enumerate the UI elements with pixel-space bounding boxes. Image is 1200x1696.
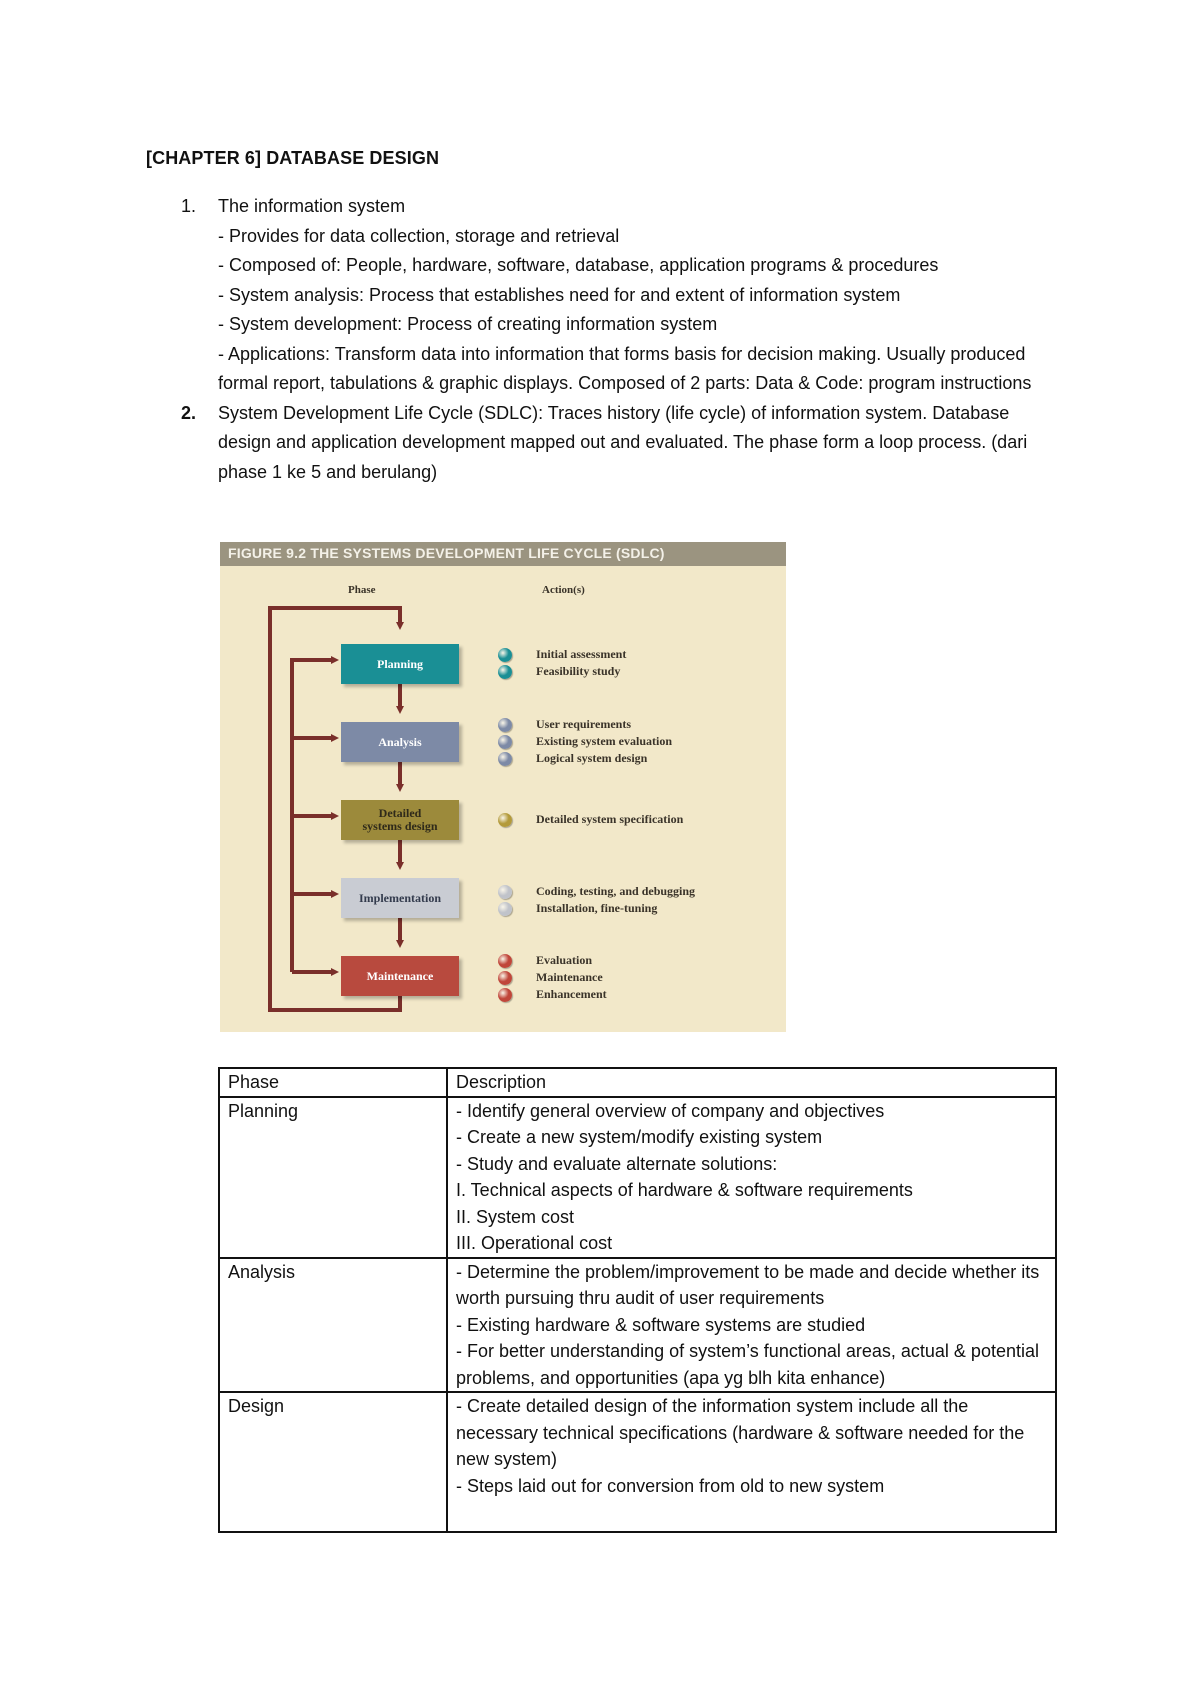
- phase-cell: Design: [219, 1392, 447, 1532]
- phase-column-label: Phase: [348, 584, 376, 596]
- bullet-line: - Composed of: People, hardware, software, database, application programs & procedures: [218, 255, 939, 275]
- list-item-sdlc: [146, 399, 1066, 488]
- bullet-line: - Provides for data collection, storage and retrieval: [218, 225, 620, 246]
- bullet-dot-icon: [498, 648, 512, 662]
- bullet-dot-icon: [498, 735, 512, 749]
- action-item: User requirements: [498, 716, 672, 733]
- description-line: - Study and evaluate alternate solutions:: [456, 1153, 778, 1174]
- description-line: - Create detailed design of the information system include all the necessary technical specifications (hardware & software needed for the new system): [456, 1396, 1025, 1469]
- actions-implementation: [498, 883, 695, 917]
- column-header-phase: Phase: [219, 1068, 447, 1097]
- phase-box-analysis: Analysis: [341, 722, 459, 762]
- table-row: [219, 1097, 1056, 1258]
- description-line: - Determine the problem/improvement to be made and decide whether its worth pursuing thru audit of user requirements: [456, 1261, 1040, 1308]
- action-item: Evaluation: [498, 952, 607, 969]
- actions-maintenance: [498, 952, 607, 1003]
- list-item-body: [218, 192, 1066, 399]
- description-line: III. Operational cost: [456, 1233, 613, 1253]
- column-header-description: Description: [447, 1068, 1056, 1097]
- sdlc-figure: [220, 542, 786, 1032]
- description-line: - Identify general overview of company and objectives: [456, 1100, 885, 1121]
- phase-label-line: systems design: [362, 819, 438, 833]
- phase-box-maintenance: Maintenance: [341, 956, 459, 996]
- actions-analysis: [498, 716, 672, 767]
- phase-box-planning: Planning: [341, 644, 459, 684]
- phase-label-line: Detailed: [378, 806, 422, 820]
- description-cell: [447, 1097, 1056, 1258]
- action-item: Logical system design: [498, 750, 672, 767]
- table-row: [219, 1392, 1056, 1532]
- phase-box-detailed-systems-design: [341, 800, 459, 840]
- action-item: Existing system evaluation: [498, 733, 672, 750]
- bullet-dot-icon: [498, 665, 512, 679]
- phase-cell: Planning: [219, 1097, 447, 1258]
- bullet-dot-icon: [498, 885, 512, 899]
- phase-cell: Analysis: [219, 1258, 447, 1393]
- bullet-dot-icon: [498, 988, 512, 1002]
- bullet-dot-icon: [498, 718, 512, 732]
- list-item-information-system: [146, 192, 1066, 399]
- phase-box-implementation: Implementation: [341, 878, 459, 918]
- phase-description-table: [218, 1067, 1057, 1533]
- description-line: - Create a new system/modify existing system: [456, 1127, 823, 1147]
- list-item-body: System Development Life Cycle (SDLC): Traces history (life cycle) of information system. Database design and application development mapped out and evaluated. The phase form a loop process. (dari phase 1 ke 5 and berulang): [218, 402, 1028, 482]
- action-item: Installation, fine-tuning: [498, 900, 695, 917]
- action-item: Detailed system specification: [498, 811, 683, 828]
- description-cell: [447, 1392, 1056, 1532]
- bullet-line: - System development: Process of creating information system: [218, 314, 718, 334]
- bullet-dot-icon: [498, 954, 512, 968]
- bullet-dot-icon: [498, 902, 512, 916]
- description-line: II. System cost: [456, 1206, 575, 1227]
- description-cell: [447, 1258, 1056, 1393]
- actions-column-label: Action(s): [542, 584, 585, 596]
- list-item-heading: The information system: [218, 196, 406, 216]
- list-number: 1.: [181, 196, 197, 216]
- bullet-dot-icon: [498, 971, 512, 985]
- list-number: 2.: [181, 402, 197, 423]
- bullet-line: - Applications: Transform data into information that forms basis for decision making. Usually produced formal report, tabulations & graphic displays. Composed of 2 parts: Data & Code: program instructions: [218, 343, 1032, 393]
- table-row: [219, 1258, 1056, 1393]
- bullet-line: - System analysis: Process that establishes need for and extent of information system: [218, 284, 901, 305]
- description-line: I. Technical aspects of hardware & software requirements: [456, 1180, 913, 1200]
- description-line: - For better understanding of system’s functional areas, actual & potential problems, and opportunities (apa yg blh kita enhance): [456, 1341, 1039, 1388]
- description-line: - Steps laid out for conversion from old to new system: [456, 1475, 885, 1496]
- actions-planning: [498, 646, 626, 680]
- table-header-row: [219, 1068, 1056, 1097]
- action-item: Initial assessment: [498, 646, 626, 663]
- page-title: [CHAPTER 6] DATABASE DESIGN: [146, 148, 440, 168]
- actions-detailed-systems-design: [498, 811, 683, 828]
- bullet-dot-icon: [498, 813, 512, 827]
- description-line: - Existing hardware & software systems are studied: [456, 1314, 866, 1335]
- figure-title: FIGURE 9.2 THE SYSTEMS DEVELOPMENT LIFE CYCLE (SDLC): [228, 545, 665, 561]
- action-item: Coding, testing, and debugging: [498, 883, 695, 900]
- numbered-list: [146, 192, 1066, 487]
- action-item: Maintenance: [498, 969, 607, 986]
- bullet-dot-icon: [498, 752, 512, 766]
- action-item: Feasibility study: [498, 663, 626, 680]
- action-item: Enhancement: [498, 986, 607, 1003]
